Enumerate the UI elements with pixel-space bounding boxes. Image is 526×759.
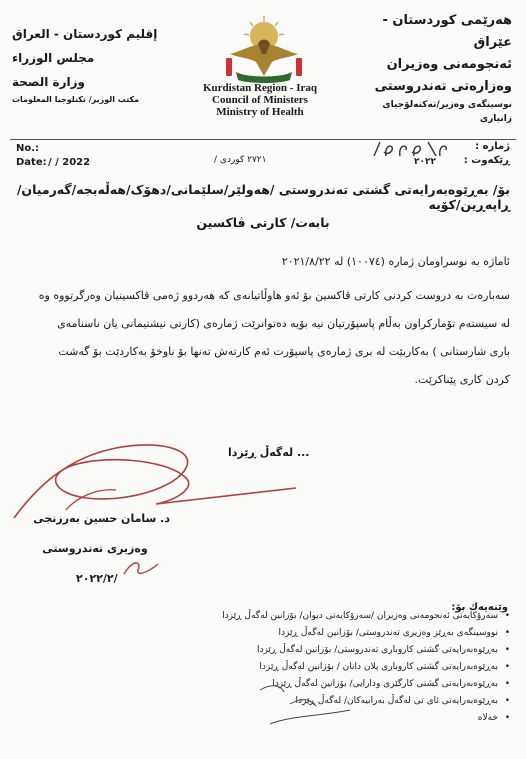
english-header-line: Council of Ministers <box>212 94 308 106</box>
kurdish-header-line: ئەنجومەنی وەزیران <box>386 57 512 72</box>
minister-name: د. سامان حسين بەرزنجى <box>33 512 170 525</box>
kurdish-header <box>352 10 512 126</box>
kurdistan-emblem-icon <box>222 14 306 84</box>
cc-item: • خەلاە <box>70 710 510 727</box>
english-header-line: Ministry of Health <box>216 106 304 118</box>
arabic-header <box>12 22 162 106</box>
arabic-header-line: وزارة الصحة <box>12 75 86 89</box>
body-line: کردن کاری پێناکرێت. <box>414 373 510 386</box>
kurdish-office-line: نوسینگەی وەزیر/تەكنەلۆجیای زانیاری <box>382 100 512 124</box>
cc-handwritten-marks <box>250 680 360 730</box>
signature-date: ٢٠٢٢/٢/ <box>76 572 118 585</box>
subject-line: بابەت/ کارتی ڤاکسین <box>196 215 330 230</box>
body-line: باری شارستانی ) بەکاربێت لە بری ژمارەی پاسپۆرت ئەم کارتەش تەنها بۆ ناوخۆ بەکاردێت بۆ گەشت <box>58 345 510 358</box>
english-header <box>180 82 340 118</box>
number-label-ku: ژمارە : <box>475 141 510 152</box>
minister-title: وەزیری تەندروستی <box>42 542 148 555</box>
cc-item: • بەڕێوەبەرایەتی گشتی كاروباری تەندروستی/ بۆزانین لەگەڵ ڕێزدا <box>70 642 510 659</box>
reference-line: ئاماژە بە نوسراومان ژمارە (١٠٠٧٤) لە ٢٠٢١/٨/٢٢ <box>281 255 510 268</box>
body-line: سەبارەت بە دروست کردنی کارتی ڤاکسین بۆ ئەو هاوڵاتیانەی کە هەردوو ژەمی ڤاکسینیان وەرگرتووە وە <box>38 289 510 302</box>
kurdish-header-line: هەرێمی كوردستان - عێراق <box>382 13 512 50</box>
arabic-header-line: مجلس الوزراء <box>12 51 95 65</box>
signature-flourish <box>122 556 162 578</box>
number-label-en: No.: <box>16 143 40 154</box>
date-value-ku: ٢٠٢٢ <box>414 157 436 167</box>
kurdish-header-line: وەزارەتی تەندروستی <box>374 79 512 94</box>
arabic-office-line: مكتب الوزير/ تكنلوجيا المعلومات <box>12 95 140 104</box>
arabic-header-line: إقليم كوردستان - العراق <box>12 27 158 41</box>
cc-item: • بەڕێوەبەرایەتی ئای تی لەگەڵ بەرابیەكان/ لەگەڵ ڕێزدا <box>70 693 510 710</box>
body-line: لە سیستەم تۆمارکراون بەڵام پاسپۆرتیان نیە بۆیە دەتوانرێت ژمارەی (کارتی نیشتیمانی یان ناسنامەی <box>57 317 510 330</box>
cc-item: • سەرۆكایەتی ئەنجومەنی وەزیران /سەرۆكایەتی دیوان/ بۆزانین لەگەڵ ڕێزدا <box>70 608 510 625</box>
english-header-line: Kurdistan Region - Iraq <box>203 82 317 94</box>
cc-item: • نووسینگەی بەڕێز وەزیری تەندروستی/ بۆزانین لەگەڵ ڕێزدا <box>70 625 510 642</box>
date-value-en: / / 2022 <box>48 157 91 168</box>
body-paragraph <box>16 282 510 394</box>
date-label-en: Date: <box>16 157 47 168</box>
date-label-ku: ڕێكەوت : <box>463 155 510 166</box>
addressee-line: بۆ/ بەڕێوەبەرایەتی گشتی تەندروستی /هەولێر/سلێمانی/دهۆک/هەڵەبجە/گەرمیان/ڕاپەڕین/کۆیە <box>16 182 510 212</box>
regards-line: لەگەڵ ڕێزدا ... <box>228 446 310 459</box>
cc-heading: وێنەیەك بۆ: <box>451 602 508 613</box>
kurdish-year: / ٢٧٢١ كوردى <box>214 155 267 165</box>
cc-item: • بەڕێوەبەرایەتی گشتی كاروباری پلان دانان / بۆزانین لەگەڵ ڕێزدا <box>70 659 510 676</box>
handwritten-number <box>370 138 460 160</box>
cc-item: • بەڕێوەبەرایەتی گشتی كارگێری ودارایی/ بۆزانین لەگەڵ ڕێزدا <box>70 676 510 693</box>
